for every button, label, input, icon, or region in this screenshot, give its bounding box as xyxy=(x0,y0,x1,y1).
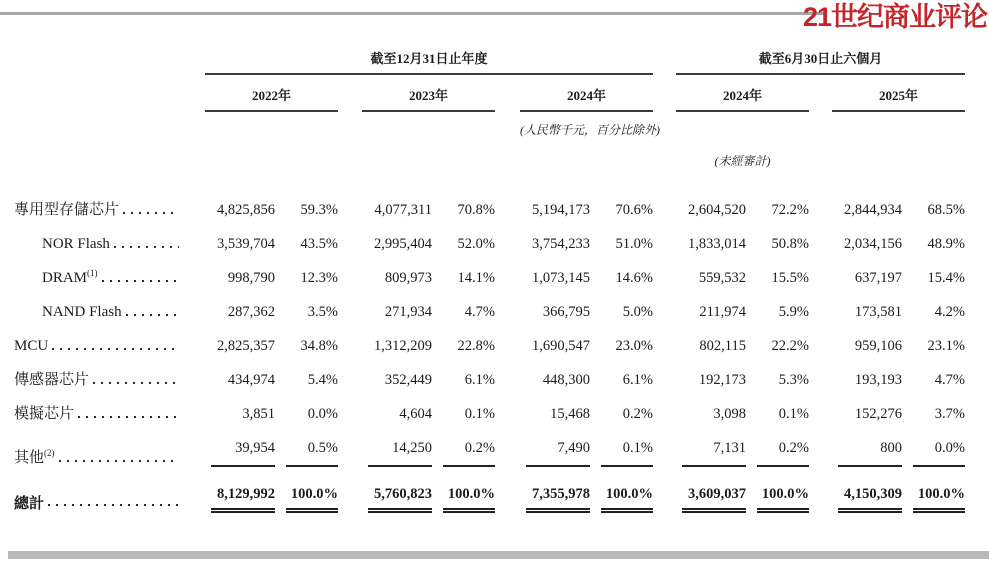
percent-cell: 0.1% xyxy=(464,406,495,422)
year-header-2023: 2023年 xyxy=(362,74,495,111)
table-row xyxy=(14,219,965,253)
percent-cell: 59.3% xyxy=(300,202,338,218)
table-row xyxy=(14,287,965,321)
value-cell: 14,250 xyxy=(368,440,432,467)
percent-cell: 22.8% xyxy=(457,338,495,354)
value-cell: 3,539,704 xyxy=(217,236,275,252)
percent-cell: 48.9% xyxy=(927,236,966,252)
value-cell: 8,129,992 xyxy=(211,486,275,513)
row-label: DRAM xyxy=(42,270,88,286)
percent-cell: 4.7% xyxy=(464,304,495,320)
table-row xyxy=(14,169,965,219)
data-table xyxy=(14,48,965,513)
value-cell: 4,150,309 xyxy=(838,486,902,513)
value-cell: 2,995,404 xyxy=(374,236,432,252)
value-cell: 271,934 xyxy=(384,304,432,320)
value-cell: 173,581 xyxy=(854,304,903,320)
value-cell: 192,173 xyxy=(698,372,747,388)
value-cell: 1,073,145 xyxy=(532,270,590,286)
percent-cell: 5.0% xyxy=(622,304,654,320)
percent-cell: 5.4% xyxy=(307,372,338,388)
dot-leader xyxy=(102,280,179,282)
value-cell: 39,954 xyxy=(211,440,275,467)
dot-leader xyxy=(48,504,179,506)
value-cell: 802,115 xyxy=(699,338,747,354)
percent-cell: 0.0% xyxy=(913,440,965,467)
value-cell: 193,193 xyxy=(854,372,903,388)
unaudited-note-row xyxy=(14,138,965,169)
value-cell: 637,197 xyxy=(854,270,903,286)
value-cell: 287,362 xyxy=(227,304,275,320)
revenue-breakdown-table xyxy=(14,48,965,513)
percent-cell: 51.0% xyxy=(615,236,654,252)
percent-cell: 5.3% xyxy=(778,372,810,388)
value-cell: 998,790 xyxy=(227,270,275,286)
table-row xyxy=(14,423,965,467)
dot-leader xyxy=(59,460,179,462)
percent-cell: 0.2% xyxy=(443,440,495,467)
percent-cell: 12.3% xyxy=(300,270,338,286)
table-row xyxy=(14,253,965,287)
percent-cell: 50.8% xyxy=(771,236,810,252)
value-cell: 1,690,547 xyxy=(532,338,590,354)
percent-cell: 3.7% xyxy=(934,406,966,422)
period-group-interim: 截至6月30日止六個月 xyxy=(676,48,965,74)
value-cell: 211,974 xyxy=(699,304,747,320)
percent-cell: 52.0% xyxy=(457,236,495,252)
percent-cell: 4.2% xyxy=(934,304,966,320)
value-cell: 3,754,233 xyxy=(532,236,590,252)
dot-leader xyxy=(114,246,179,248)
dot-leader xyxy=(126,314,179,316)
percent-cell: 14.6% xyxy=(615,270,654,286)
percent-cell: 0.1% xyxy=(778,406,810,422)
value-cell: 7,131 xyxy=(682,440,746,467)
value-cell: 559,532 xyxy=(698,270,747,286)
value-cell: 3,098 xyxy=(713,406,747,422)
percent-cell: 6.1% xyxy=(622,372,654,388)
dot-leader xyxy=(93,382,179,384)
percent-cell: 15.4% xyxy=(927,270,966,286)
percent-cell: 70.6% xyxy=(615,202,654,218)
value-cell: 2,034,156 xyxy=(844,236,903,252)
period-group-row xyxy=(14,48,965,74)
value-cell: 2,604,520 xyxy=(688,202,747,218)
currency-unit-note: (人民幣千元，百分比除外) xyxy=(520,123,660,137)
dot-leader xyxy=(78,416,179,418)
percent-cell: 72.2% xyxy=(771,202,810,218)
value-cell: 1,312,209 xyxy=(374,338,432,354)
percent-cell: 3.5% xyxy=(307,304,338,320)
table-header xyxy=(14,48,965,169)
percent-cell: 22.2% xyxy=(771,338,810,354)
row-label: MCU xyxy=(14,338,49,354)
unit-note-row xyxy=(14,111,965,138)
percent-cell: 100.0% xyxy=(757,486,809,513)
value-cell: 1,833,014 xyxy=(688,236,747,252)
value-cell: 352,449 xyxy=(384,372,432,388)
percent-cell: 0.0% xyxy=(307,406,338,422)
percent-cell: 68.5% xyxy=(927,202,966,218)
unaudited-note: (未經審計) xyxy=(714,154,771,168)
row-label: 傳感器芯片 xyxy=(14,372,90,388)
percent-cell: 100.0% xyxy=(443,486,495,513)
value-cell: 5,760,823 xyxy=(368,486,432,513)
year-header-2022: 2022年 xyxy=(205,74,338,111)
value-cell: 2,825,357 xyxy=(217,338,275,354)
value-cell: 5,194,173 xyxy=(532,202,590,218)
period-group-annual: 截至12月31日止年度 xyxy=(205,48,653,74)
value-cell: 434,974 xyxy=(227,372,275,388)
percent-cell: 0.2% xyxy=(757,440,809,467)
row-label: NOR Flash xyxy=(42,236,110,252)
table-row xyxy=(14,355,965,389)
table-row xyxy=(14,467,965,513)
percent-cell: 4.7% xyxy=(934,372,966,388)
percent-cell: 15.5% xyxy=(771,270,810,286)
row-label: 總計 xyxy=(14,496,45,512)
value-cell: 15,468 xyxy=(550,406,590,422)
value-cell: 7,490 xyxy=(526,440,590,467)
dot-leader xyxy=(52,348,179,350)
row-label: NAND Flash xyxy=(42,304,122,320)
footer-bar xyxy=(8,551,989,559)
value-cell: 366,795 xyxy=(542,304,590,320)
percent-cell: 14.1% xyxy=(457,270,495,286)
year-header-row xyxy=(14,74,965,111)
row-label-footnote: (1) xyxy=(87,268,98,278)
percent-cell: 100.0% xyxy=(286,486,338,513)
value-cell: 4,077,311 xyxy=(374,202,432,218)
row-label: 專用型存儲芯片 xyxy=(14,202,120,218)
percent-cell: 34.8% xyxy=(300,338,338,354)
percent-cell: 6.1% xyxy=(464,372,495,388)
percent-cell: 0.5% xyxy=(286,440,338,467)
value-cell: 3,851 xyxy=(242,406,275,422)
value-cell: 3,609,037 xyxy=(682,486,746,513)
row-label: 其他 xyxy=(14,450,45,466)
percent-cell: 43.5% xyxy=(300,236,338,252)
table-body xyxy=(14,169,965,513)
percent-cell: 23.1% xyxy=(927,338,966,354)
row-label: 模擬芯片 xyxy=(14,406,75,422)
value-cell: 959,106 xyxy=(854,338,903,354)
percent-cell: 100.0% xyxy=(601,486,653,513)
percent-cell: 70.8% xyxy=(457,202,495,218)
row-label-footnote: (2) xyxy=(44,448,55,458)
table-row xyxy=(14,389,965,423)
value-cell: 800 xyxy=(838,440,902,467)
year-header-2024-interim: 2024年 xyxy=(676,74,809,111)
brand-logo: 21世纪商业评论 xyxy=(802,2,987,32)
percent-cell: 5.9% xyxy=(778,304,810,320)
table-row xyxy=(14,321,965,355)
value-cell: 2,844,934 xyxy=(844,202,903,218)
value-cell: 152,276 xyxy=(854,406,903,422)
year-header-2025-interim: 2025年 xyxy=(832,74,965,111)
percent-cell: 23.0% xyxy=(615,338,654,354)
header-divider-line xyxy=(0,12,826,15)
value-cell: 4,604 xyxy=(399,406,432,422)
value-cell: 7,355,978 xyxy=(526,486,590,513)
percent-cell: 0.2% xyxy=(622,406,654,422)
percent-cell: 100.0% xyxy=(913,486,965,513)
value-cell: 448,300 xyxy=(542,372,590,388)
value-cell: 809,973 xyxy=(384,270,432,286)
percent-cell: 0.1% xyxy=(601,440,653,467)
year-header-2024: 2024年 xyxy=(520,74,653,111)
dot-leader xyxy=(123,212,179,214)
value-cell: 4,825,856 xyxy=(217,202,275,218)
